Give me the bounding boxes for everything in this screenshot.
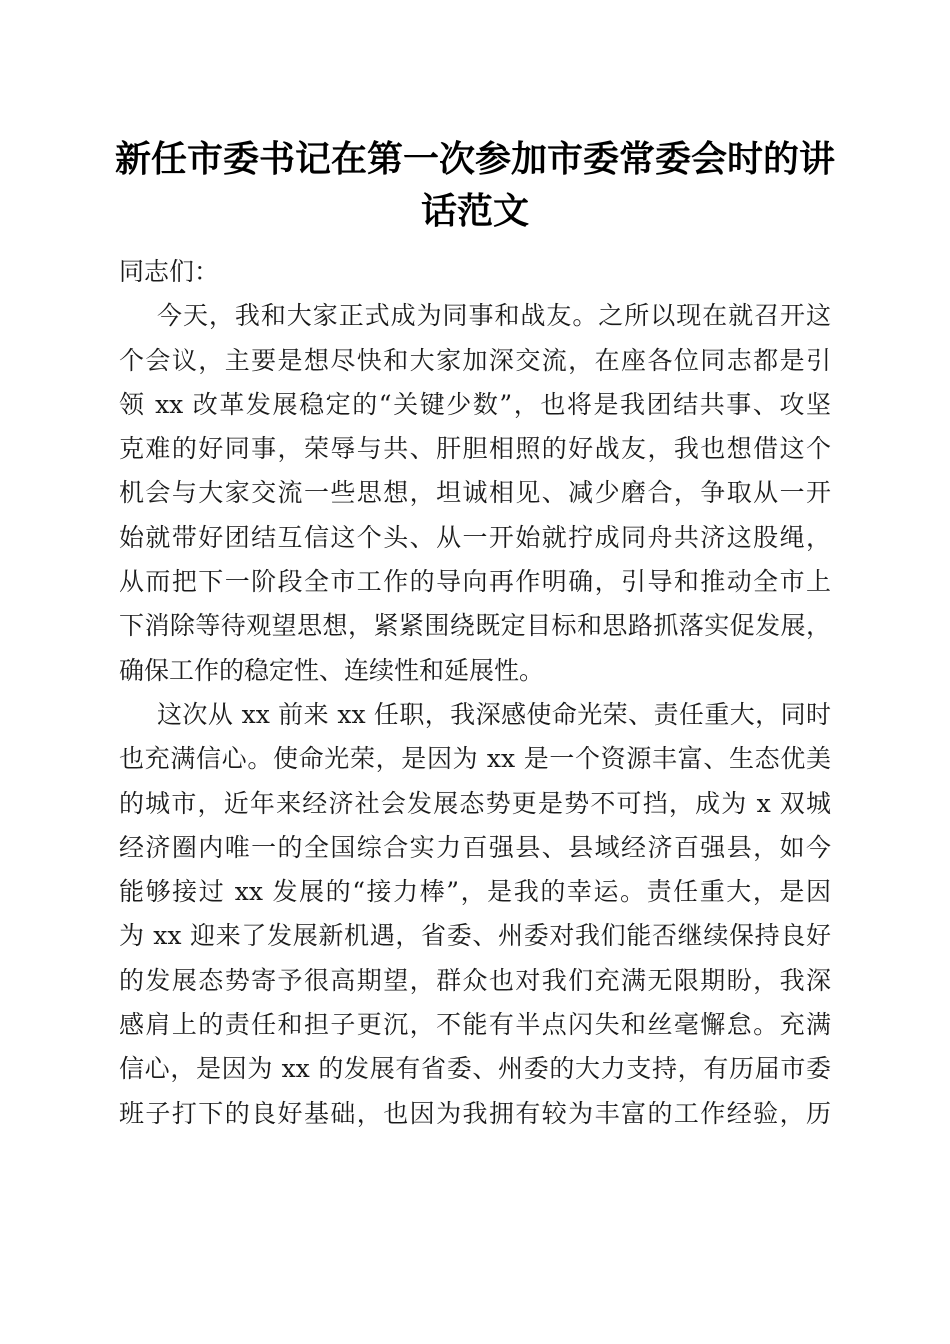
title-line-2: 话范文 xyxy=(420,190,529,232)
paragraph-line: 克难的好同事，荣辱与共、肝胆相照的好战友，我也想借这个 xyxy=(119,434,831,464)
paragraph-line: 这次从 xx 前来 xx 任职，我深感使命光荣、责任重大，同时 xyxy=(157,699,831,729)
paragraph-line: 今天，我和大家正式成为同事和战友。之所以现在就召开这 xyxy=(157,301,831,331)
paragraph-line: 下消除等待观望思想，紧紧围绕既定目标和思路抓落实促发展， xyxy=(119,611,831,641)
paragraph-line: 为 xx 迎来了发展新机遇，省委、州委对我们能否继续保持良好 xyxy=(119,921,831,951)
paragraph-line: 能够接过 xx 发展的“接力棒”，是我的幸运。责任重大，是因 xyxy=(119,877,831,907)
paragraph-line: 信心，是因为 xx 的发展有省委、州委的大力支持，有历届市委 xyxy=(119,1054,831,1084)
paragraph-line: 感肩上的责任和担子更沉，不能有半点闪失和丝毫懈怠。充满 xyxy=(119,1010,831,1040)
salutation: 同志们： xyxy=(119,257,220,286)
paragraph-line: 始就带好团结互信这个头、从一开始就拧成同舟共济这股绳， xyxy=(119,522,831,552)
paragraph-line: 领 xx 改革发展稳定的“关键少数”，也将是我团结共事、攻坚 xyxy=(119,389,831,419)
paragraph-1 xyxy=(119,294,831,693)
paragraph-line: 经济圈内唯一的全国综合实力百强县、县域经济百强县，如今 xyxy=(119,832,831,862)
title-line-1: 新任市委书记在第一次参加市委常委会时的讲 xyxy=(114,138,835,180)
paragraph-line: 从而把下一阶段全市工作的导向再作明确，引导和推动全市上 xyxy=(119,567,831,597)
paragraph-line: 个会议，主要是想尽快和大家加深交流，在座各位同志都是引 xyxy=(119,345,831,375)
paragraph-line: 确保工作的稳定性、连续性和延展性。 xyxy=(119,655,545,685)
paragraph-2 xyxy=(119,693,831,1136)
document-body xyxy=(119,250,831,1136)
document-title xyxy=(100,133,850,237)
paragraph-line: 的发展态势寄予很高期望，群众也对我们充满无限期盼，我深 xyxy=(119,965,831,995)
paragraph-line: 机会与大家交流一些思想，坦诚相见、减少磨合，争取从一开 xyxy=(119,478,831,508)
paragraph-line: 的城市，近年来经济社会发展态势更是势不可挡，成为 x 双城 xyxy=(119,788,831,818)
paragraph-line: 班子打下的良好基础，也因为我拥有较为丰富的工作经验，历 xyxy=(119,1098,831,1128)
paragraph-line: 也充满信心。使命光荣，是因为 xx 是一个资源丰富、生态优美 xyxy=(119,744,831,774)
